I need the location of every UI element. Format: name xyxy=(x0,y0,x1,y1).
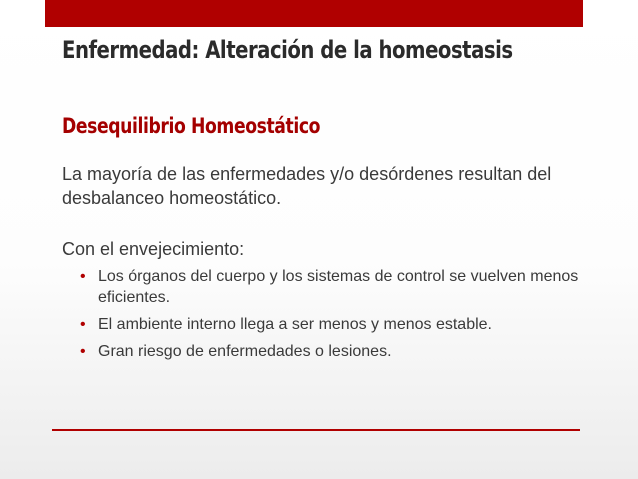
slide-title: Enfermedad: Alteración de la homeostasis xyxy=(62,36,513,64)
bottom-divider xyxy=(52,429,580,431)
bullet-text: Los órganos del cuerpo y los sistemas de control se vuelven menos eficientes. xyxy=(98,268,579,306)
body-paragraph-2: Con el envejecimiento: xyxy=(62,239,245,259)
top-accent-bar xyxy=(45,0,583,27)
bullet-icon: • xyxy=(80,343,86,360)
bullet-text: El ambiente interno llega a ser menos y menos estable. xyxy=(98,316,492,333)
bullet-text: Gran riesgo de enfermedades o lesiones. xyxy=(98,343,392,360)
bullet-icon: • xyxy=(80,268,86,285)
bullet-item xyxy=(62,266,582,308)
bullet-list xyxy=(62,266,582,362)
body-paragraph-1: La mayoría de las enfermedades y/o desórdenes resultan del desbalanceo homeostático. xyxy=(62,164,552,208)
slide-subtitle: Desequilibrio Homeostático xyxy=(62,114,321,138)
bullet-item xyxy=(62,314,582,335)
bullet-item xyxy=(62,341,582,362)
slide-body xyxy=(62,162,582,368)
bullet-icon: • xyxy=(80,316,86,333)
